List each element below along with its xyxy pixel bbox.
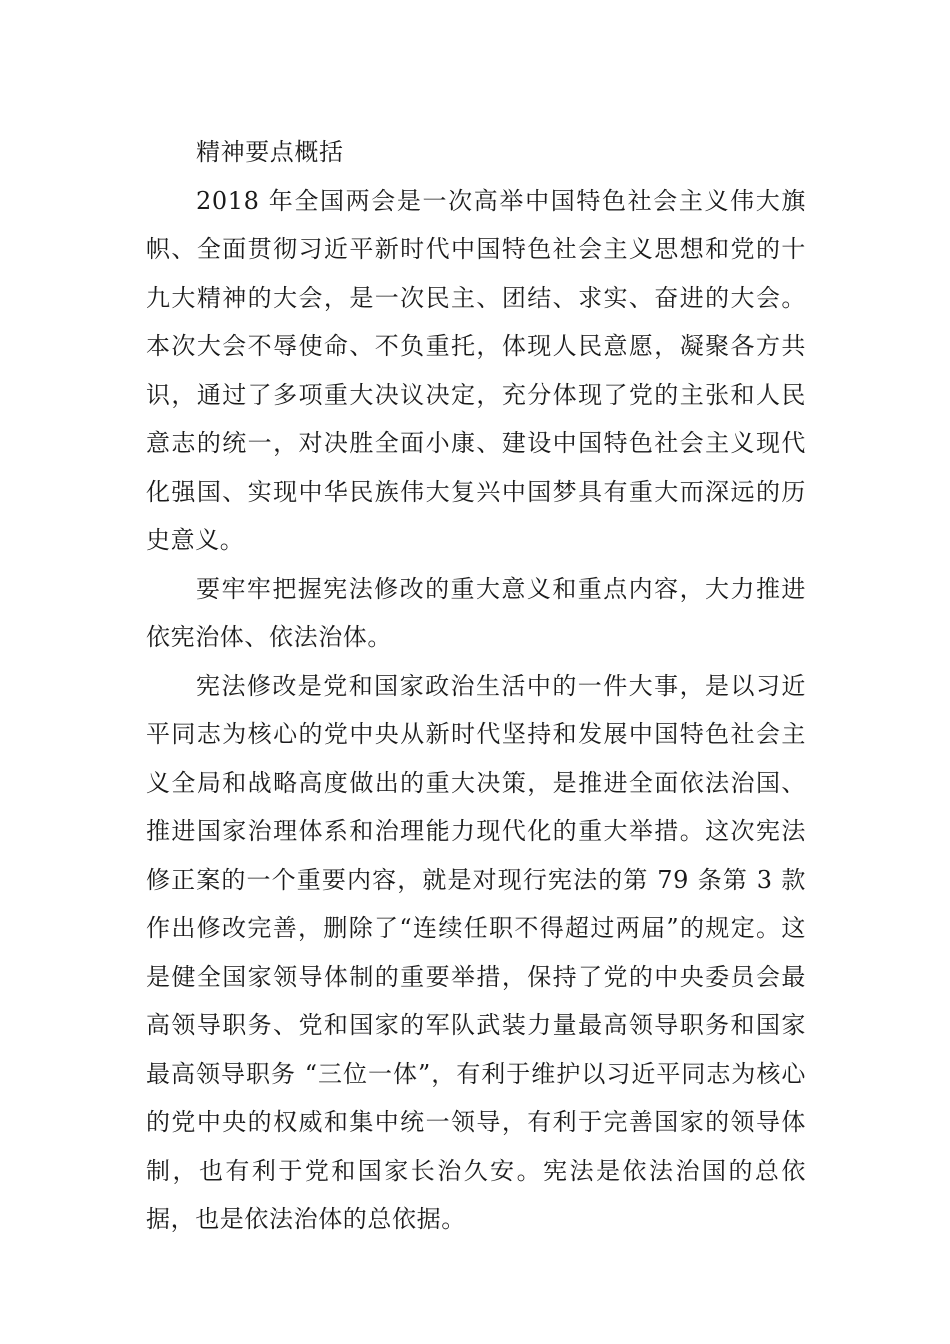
paragraph-two-sessions: 2018 年全国两会是一次高举中国特色社会主义伟大旗帜、全面贯彻习近平新时代中国特色社会主义思想和党的十九大精神的大会，是一次民主、团结、求实、奋进的大会。本次大会不辱使命、不负重托，体现人民意愿，凝聚各方共识，通过了多项重大决议决定，充分体现了党的主张和人民意志的统一，对决胜全面小康、建设中国特色社会主义现代化强国、实现中华民族伟大复兴中国梦具有重大而深远的历史意义。 [146, 186, 806, 554]
section-heading: 精神要点概括 [196, 138, 344, 166]
document-body [146, 128, 806, 1244]
paragraph-constitution-amendment: 宪法修改是党和国家政治生活中的一件大事，是以习近平同志为核心的党中央从新时代坚持和发展中国特色社会主义全局和战略高度做出的重大决策，是推进全面依法治国、推进国家治理体系和治理能力现代化的重大举措。这次宪法修正案的一个重要内容，就是对现行宪法的第 79 条第 3 款作出修改完善，删除了“连续任职不得超过两届”的规定。这是健全国家领导体制的重要举措，保持了党的中央委员会最高领导职务、党和国家的军队武装力量最高领导职务和国家最高领导职务 “三位一体”，有利于维护以习近平同志为核心的党中央的权威和集中统一领导，有利于完善国家的领导体制，也有利于党和国家长治久安。宪法是依法治国的总依据，也是依法治体的总依据。 [146, 671, 806, 1233]
paragraph-constitution-summary: 要牢牢把握宪法修改的重大意义和重点内容，大力推进依宪治体、依法治体。 [146, 574, 806, 651]
